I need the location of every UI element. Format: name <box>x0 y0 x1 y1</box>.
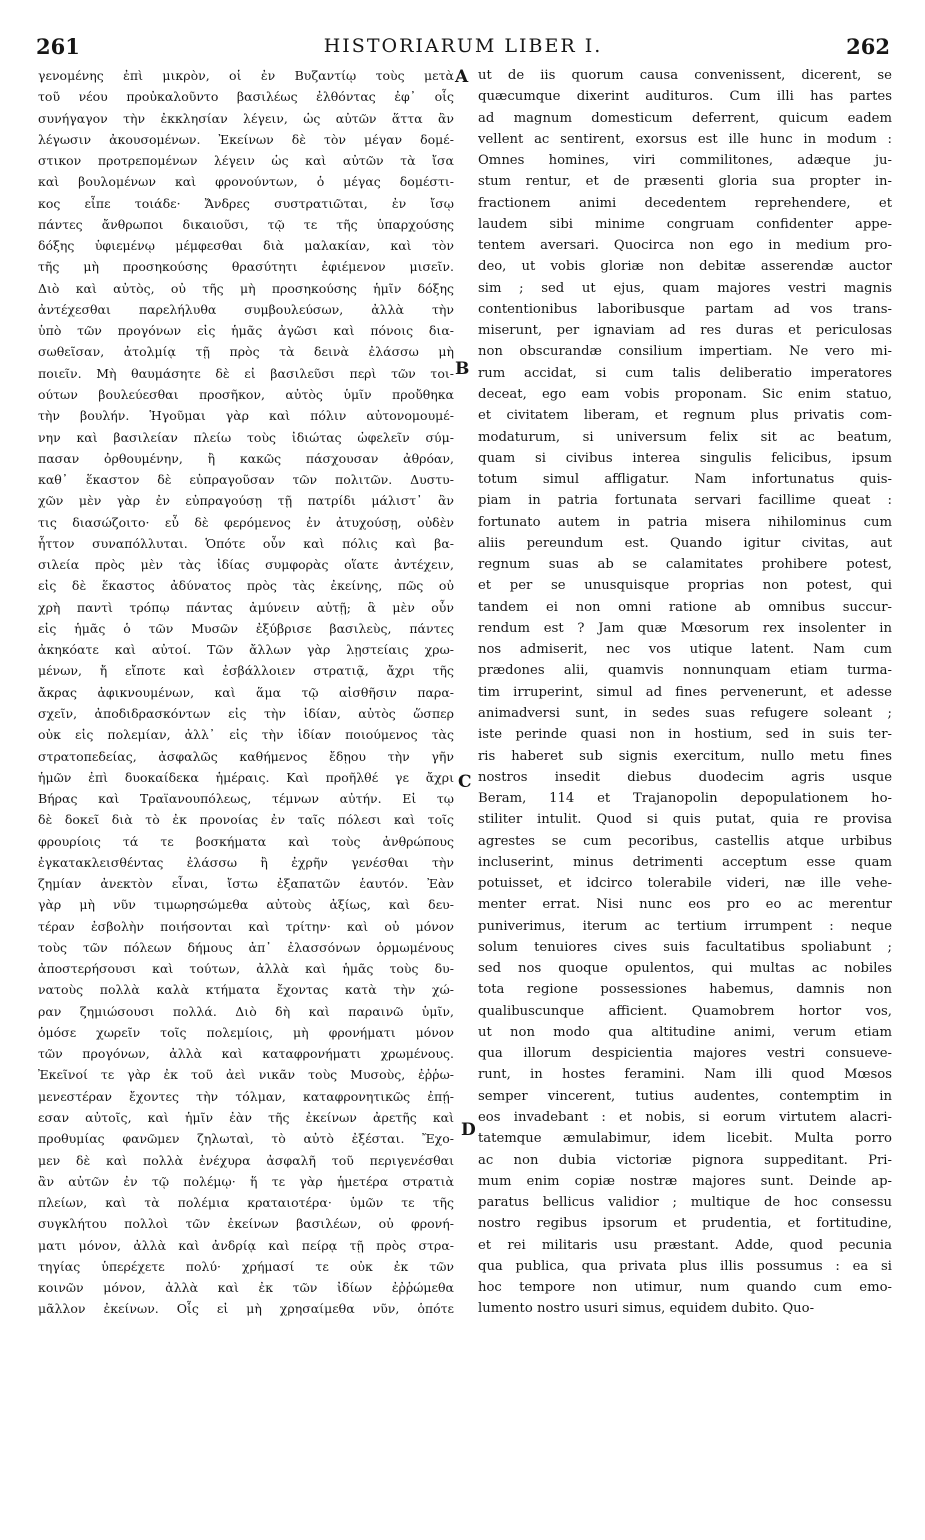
latin-text-line: tandem ei non omni ratione ab omnibus succur- <box>478 599 892 615</box>
greek-text-line: οὐκ εἰς πολεμίαν, ἀλλ᾽ εἰς τὴν ἰδίαν ποιούμενος τὰς <box>38 727 454 743</box>
latin-text-line: stiliter intulit. Quod si quis putat, quia re provisa <box>478 812 892 828</box>
latin-text-line: nos admiserit, nec vos utique latent. Nam cum <box>478 642 892 658</box>
greek-text-line: πάντες ἄνθρωποι δικαιοῦσι, τῷ τε τῆς ὑπαρχούσης <box>38 216 454 232</box>
latin-text-line: et per se unusquisque proprias non potest, qui <box>478 578 892 594</box>
latin-text-line: deo, ut vobis gloriæ non debitæ asserendæ auctor <box>478 259 892 275</box>
greek-text-line: καθ᾽ ἕκαστον δὲ εὐπραγοῦσαν τῶν πολιτῶν. Δυστυ- <box>38 472 454 488</box>
latin-text-line: agrestes se cum pecoribus, castellis atque urbibus <box>478 833 892 849</box>
greek-text-line: σχεῖν, ἀποδιδρασκόντων εἰς τὴν ἰδίαν, αὐτὸς ὥσπερ <box>38 705 454 721</box>
greek-text-line: ὁμόσε χωρεῖν τοῖς πολεμίοις, μὴ φρονήματι μόνον <box>38 1024 454 1040</box>
greek-text-line: δὲ δοκεῖ διὰ τὸ ἐκ προνοίας ἐν ταῖς πόλεσι καὶ τοῖς <box>38 812 454 828</box>
latin-text-line: contentionibus laboribusque partam ad vos trans- <box>478 301 892 317</box>
latin-text-line: rendum est ? Jam quæ Mœsorum rex insolenter in <box>478 620 892 636</box>
greek-text-line: τέραν ἐσβολὴν ποιήσονται καὶ τρίτην· καὶ οὐ μόνον <box>38 918 454 934</box>
greek-text-line: τῆς μὴ προσηκούσης θρασύτητι ἐφιέμενον μισεῖν. <box>38 259 454 275</box>
latin-text-line: Beram, 114 et Trajanopolin depopulationem ho- <box>478 791 892 807</box>
latin-text-line: tota regione possessiones habemus, damnis non <box>478 982 892 998</box>
greek-text-line: τηγίας ὑπερέχετε πολύ· χρήμασί τε οὐκ ἐκ τῶν <box>38 1258 454 1274</box>
greek-text-line: τῶν προγόνων, ἀλλὰ καὶ καταφρονήματι χρωμένους. <box>38 1046 454 1062</box>
greek-text-line: τοὺς τῶν πόλεων δήμους ἀπ᾽ ἐλασσόνων ὁρμωμένους <box>38 939 454 955</box>
latin-text-line: stum rentur, et de præsenti gloria sua propter in- <box>478 174 892 190</box>
latin-text-line: prædones alii, quamvis nonnunquam etiam turma- <box>478 663 892 679</box>
latin-text-line: miserunt, per ignaviam ad res duras et periculosas <box>478 323 892 339</box>
latin-text-line: mum enim copiæ nostræ majores sunt. Deinde ap- <box>478 1173 892 1189</box>
latin-text-line: Omnes homines, viri commilitones, adæque ju- <box>478 153 892 169</box>
latin-text-line: aliis pereundum est. Quando igitur civitas, aut <box>478 535 892 551</box>
greek-text-line: Ἐκεῖνοί τε γὰρ ἐκ τοῦ ἀεὶ νικᾶν τοὺς Μυσοὺς, ἐῤῥω- <box>38 1067 454 1083</box>
latin-text-line: tim irruperint, simul ad fines pervenerunt, et adesse <box>478 684 892 700</box>
greek-text-line: καὶ βουλομένων καὶ φρονούντων, ὁ μέγας δομέστι- <box>38 174 454 190</box>
latin-text-line: tatemque æmulabimur, idem licebit. Multa porro <box>478 1131 892 1147</box>
latin-text-line: runt, in hostes feramini. Nam illi quod Mœsos <box>478 1067 892 1083</box>
greek-text-line: εἰς δὲ ἕκαστος ἀδύνατος πρὸς τὰς ἐκείνης, πῶς οὐ <box>38 578 454 594</box>
greek-text-line: Διὸ καὶ αὐτὸς, οὐ τῆς μὴ προσηκούσης ἡμῖν δόξης <box>38 280 454 296</box>
latin-text-line: qua illorum despicientia majores vestri consueve- <box>478 1046 892 1062</box>
greek-text-line: σιλεία πρὸς μὲν τὰς ἰδίας συμφορὰς οἵατε ἀντέχειν, <box>38 557 454 573</box>
page-number-right: 262 <box>846 34 890 59</box>
latin-text-line: ut de iis quorum causa convenissent, dicerent, se <box>478 68 892 83</box>
greek-text-line: πλείων, καὶ τὰ πολέμια κραταιοτέρα· ὑμῶν τε τῆς <box>38 1195 454 1211</box>
greek-text-line: ποιεῖν. Μὴ θαυμάσητε δὲ εἰ βασιλεῦσι περὶ τῶν τοι- <box>38 365 454 381</box>
latin-text-line: qualibuscunque afficient. Quamobrem hortor vos, <box>478 1003 892 1019</box>
greek-text-line: ζημίαν ἀνεκτὸν εἶναι, ἴστω ἐξαπατῶν ἑαυτόν. Ἐὰν <box>38 876 454 892</box>
latin-text-line: hoc tempore non utimur, num quando cum emo- <box>478 1280 892 1296</box>
running-header <box>36 34 890 59</box>
latin-text-line: ad magnum domesticum deferrent, quicum eadem <box>478 110 892 126</box>
latin-text-line: tentem aversari. Quocirca non ego in medium pro- <box>478 238 892 254</box>
latin-text-line: solum tenuiores cives suis facultatibus spoliabunt ; <box>478 939 892 955</box>
latin-text-line: lumento nostro usuri simus, equidem dubito. Quo- <box>478 1301 815 1317</box>
greek-text-line: χρὴ παντὶ τρόπῳ πάντας ἀμύνειν αὐτῇ; ἃ μὲν οὖν <box>38 599 454 615</box>
greek-text-line: προθυμίας φανῶμεν ζηλωταὶ, τὸ αὐτὸ ἐξέσται. Ἔχο- <box>38 1131 454 1147</box>
greek-text-line: μᾶλλον ἐκείνων. Οἷς εἰ μὴ χρησαίμεθα νῦν, ὁπότε <box>38 1301 454 1317</box>
greek-text-line: ούτων βουλεύεσθαι προσῆκον, αὐτὸς ὑμῖν προὔθηκα <box>38 386 454 402</box>
latin-text-line: non obscurandæ consilium impertiam. Ne vero mi- <box>478 344 892 360</box>
latin-text-line: totum simul affligatur. Nam infortunatus quis- <box>478 472 892 488</box>
greek-text-line: συνήγαγον τὴν ἐκκλησίαν λέγειν, ὡς αὐτῶν ἅττα ἂν <box>38 110 454 126</box>
latin-text-line: rum accidat, si cum talis deliberatio imperatores <box>478 365 892 381</box>
latin-text-line: paratus bellicus validior ; multique de hoc consessu <box>478 1195 892 1211</box>
greek-text-line: σωθεῖσαν, ἀτολμίᾳ τῇ πρὸς τὰ δεινὰ ἐλάσσω μὴ <box>38 344 454 360</box>
greek-text-line: ἀκηκόατε καὶ αὐτοί. Τῶν ἄλλων γὰρ λῃστείαις χρω- <box>38 642 454 658</box>
greek-text-line: πασαν ὀρθουμένην, ἢ κακῶς πάσχουσαν ἀθρόαν, <box>38 450 454 466</box>
greek-text-line: στικον προτρεπομένων λέγειν ὡς καὶ αὐτῶν τὰ ἴσα <box>38 153 454 169</box>
greek-text-line: ὑπὸ τῶν προγόνων εἰς ἡμᾶς ἀγῶσι καὶ πόνοις δια- <box>38 323 454 339</box>
latin-text-line: menter errat. Nisi nunc eos pro eo ac merentur <box>478 897 892 913</box>
section-marker-a: A <box>455 67 469 87</box>
section-marker-d: D <box>461 1120 476 1140</box>
latin-text-line: et civitatem liberam, et regnum plus privatis com- <box>478 408 892 424</box>
greek-text-line: λέγωσιν ἀκουσομένων. Ἐκείνων δὲ τὸν μέγαν δομέ- <box>38 131 454 147</box>
greek-text-line: μένων, ἤ εἴποτε καὶ ἐσβάλλοιεν στρατιᾷ, ἄχρι τῆς <box>38 663 454 679</box>
greek-text-line: νην καὶ βασιλείαν πλείω τοὺς ἰδιώτας ὠφελεῖν σύμ- <box>38 429 454 445</box>
greek-text-line: ἀποστερήσουσι καὶ τούτων, ἀλλὰ καὶ ἡμᾶς τοὺς δυ- <box>38 961 454 977</box>
latin-text-line: qua publica, qua privata plus illis possumus : ea si <box>478 1258 892 1274</box>
latin-text-line: regnum suas ab se calamitates prohibere potest, <box>478 557 892 573</box>
section-marker-b: B <box>455 359 470 379</box>
greek-text-line: ἄκρας ἀφικνουμένων, καὶ ἅμα τῷ αἰσθῆσιν παρα- <box>38 684 454 700</box>
greek-text-line: ραν ζημιώσουσι πολλά. Διὸ δὴ καὶ παραινῶ ὑμῖν, <box>38 1003 454 1019</box>
latin-text-line: et rei militaris usu præstant. Adde, quod pecunia <box>478 1237 892 1253</box>
greek-text-line: στρατοπεδείας, ἀσφαλῶς καθήμενος ἔδῃου τὴν γῆν <box>38 748 454 764</box>
latin-text-line: potuisset, et idcirco tolerabile videri, næ ille vehe- <box>478 876 892 892</box>
running-title: HISTORIARUM LIBER I. <box>323 35 603 57</box>
greek-text-line: φρουρίοις τά τε βοσκήματα καὶ τοὺς ἀνθρώπους <box>38 833 454 849</box>
latin-text-line: sed nos quoque opulentos, qui multas ac nobiles <box>478 961 892 977</box>
greek-text-column <box>38 65 454 1320</box>
greek-text-line: κοινῶν μόνον, ἀλλὰ καὶ ἐκ τῶν ἰδίων ἐῤῥώμεθα <box>38 1280 454 1296</box>
latin-text-line: nostros insedit diebus duodecim agris usque <box>478 769 892 785</box>
greek-text-line: ἐγκατακλεισθέντας ἐλάσσω ἢ ἐχρῆν γενέσθαι τὴν <box>38 854 454 870</box>
latin-text-line: nostro regibus ipsorum et prudentia, et fortitudine, <box>478 1216 892 1232</box>
latin-text-line: eos invadebant : et nobis, si eorum virtutem alacri- <box>478 1110 892 1126</box>
greek-text-line: ἂν αὐτῶν ἐν τῷ πολέμῳ· ἥ τε γὰρ ἡμετέρα στρατιὰ <box>38 1173 454 1189</box>
latin-text-line: sim ; sed ut ejus, quam majores vestri magnis <box>478 280 892 296</box>
greek-text-line: δόξης ὑφιεμένῳ μέμφεσθαι διὰ μαλακίαν, καὶ τὸν <box>38 238 454 254</box>
latin-text-line: piam in patria fortunata servari facillime queat : <box>478 493 892 509</box>
latin-text-line: ut non modo qua altitudine animi, verum etiam <box>478 1024 892 1040</box>
latin-text-line: animadversi sunt, in sedes suas refugere soleant ; <box>478 705 892 721</box>
greek-text-line: ἡμῶν ἐπὶ δυοκαίδεκα ἡμέραις. Καὶ προῆλθέ γε ἄχρι <box>38 769 454 785</box>
latin-text-line: puniverimus, iterum ac tertium irrumpent : neque <box>478 918 892 934</box>
greek-text-line: νατοὺς πολλὰ καλὰ κτήματα ἔχοντας κατὰ τὴν χώ- <box>38 982 454 998</box>
latin-text-line: vellent ac sentirent, exorsus est ille hunc in modum : <box>478 131 892 147</box>
latin-text-line: fractionem animi decedentem reprehendere, et <box>478 195 892 211</box>
section-marker-c: C <box>458 772 472 792</box>
latin-text-column <box>478 65 892 1320</box>
greek-text-line: ἧττον συναπόλλυται. Ὁπότε οὖν καὶ πόλις καὶ βα- <box>38 535 454 551</box>
greek-text-line: ἀντέχεσθαι παρελήλυθα συμβουλεύσων, ἀλλὰ τὴν <box>38 301 454 317</box>
greek-text-line: εἰς ἡμᾶς ὁ τῶν Μυσῶν ἐξύβρισε βασιλεὺς, πάντες <box>38 620 454 636</box>
greek-text-line: Βήρας καὶ Τραϊανουπόλεως, τέμνων αὐτήν. Εἰ τῳ <box>38 791 454 807</box>
greek-text-line: χῶν μὲν γὰρ ἐν εὐπραγούσῃ τῇ πατρίδι μάλιστ᾽ ἂν <box>38 493 454 509</box>
greek-text-line: τὴν βουλήν. Ἡγοῦμαι γὰρ καὶ πόλιν αὐτονομουμέ- <box>38 408 454 424</box>
greek-text-line: κος εἶπε τοιάδε· Ἄνδρες συστρατιῶται, ἐν ἴσῳ <box>38 195 454 211</box>
latin-text-line: iste perinde quasi non in hostium, sed in suis ter- <box>478 727 892 743</box>
greek-text-line: εσαν αὐτοῖς, καὶ ἡμῖν ἐὰν τῆς ἐκείνων ἀρετῆς καὶ <box>38 1110 454 1126</box>
latin-text-line: ac non dubia victoriæ pignora suppeditant. Pri- <box>478 1152 892 1168</box>
greek-text-line: γενομένης ἐπὶ μικρὸν, οἱ ἐν Βυζαντίῳ τοὺς μετὰ <box>38 68 454 83</box>
greek-text-line: τις διασώζοιτο· εὖ δὲ φερόμενος ἐν ἀτυχούσῃ, οὐδὲν <box>38 514 454 530</box>
latin-text-line: deceat, ego eam vobis proponam. Sic enim statuo, <box>478 386 892 402</box>
latin-text-line: semper vincerent, tutius audentes, contemptim in <box>478 1088 892 1104</box>
latin-text-line: ris haberet sub signis exercitum, nullo metu fines <box>478 748 892 764</box>
greek-text-line: ματι μόνον, ἀλλὰ καὶ ἀνδρίᾳ καὶ πείρᾳ τῇ πρὸς στρα- <box>38 1237 454 1253</box>
latin-text-line: quæcumque dixerint audituros. Cum illi has partes <box>478 89 892 105</box>
greek-text-line: συγκλήτου πολλοὶ τῶν ἐκείνων βασιλέων, οὐ φρονή- <box>38 1216 454 1232</box>
greek-text-line: μενεστέραν ἔχοντες τὴν τόλμαν, καταφρονητικῶς ἐπῄ- <box>38 1088 454 1104</box>
latin-text-line: modaturum, si universum felix sit ac beatum, <box>478 429 892 445</box>
greek-text-line: γὰρ μὴ νῦν τιμωρησώμεθα αὐτοὺς ἀξίως, καὶ δευ- <box>38 897 454 913</box>
greek-text-line: τοῦ νέου προὐκαλοῦντο βασιλέως ἐλθόντας ἐφ᾽ οἷς <box>38 89 454 105</box>
greek-text-line: μεν δὲ καὶ πολλὰ ἐνέχυρα ἀσφαλῆ τοῦ περιγενέσθαι <box>38 1152 454 1168</box>
latin-text-line: fortunato autem in patria misera nihilominus cum <box>478 514 892 530</box>
page-number-left: 261 <box>36 34 80 59</box>
latin-text-line: quam si civibus interea singulis felicibus, ipsum <box>478 450 892 466</box>
latin-text-line: incluserint, minus detrimenti acceptum esse quam <box>478 854 892 870</box>
latin-text-line: laudem sibi minime congruam confidenter appe- <box>478 216 892 232</box>
